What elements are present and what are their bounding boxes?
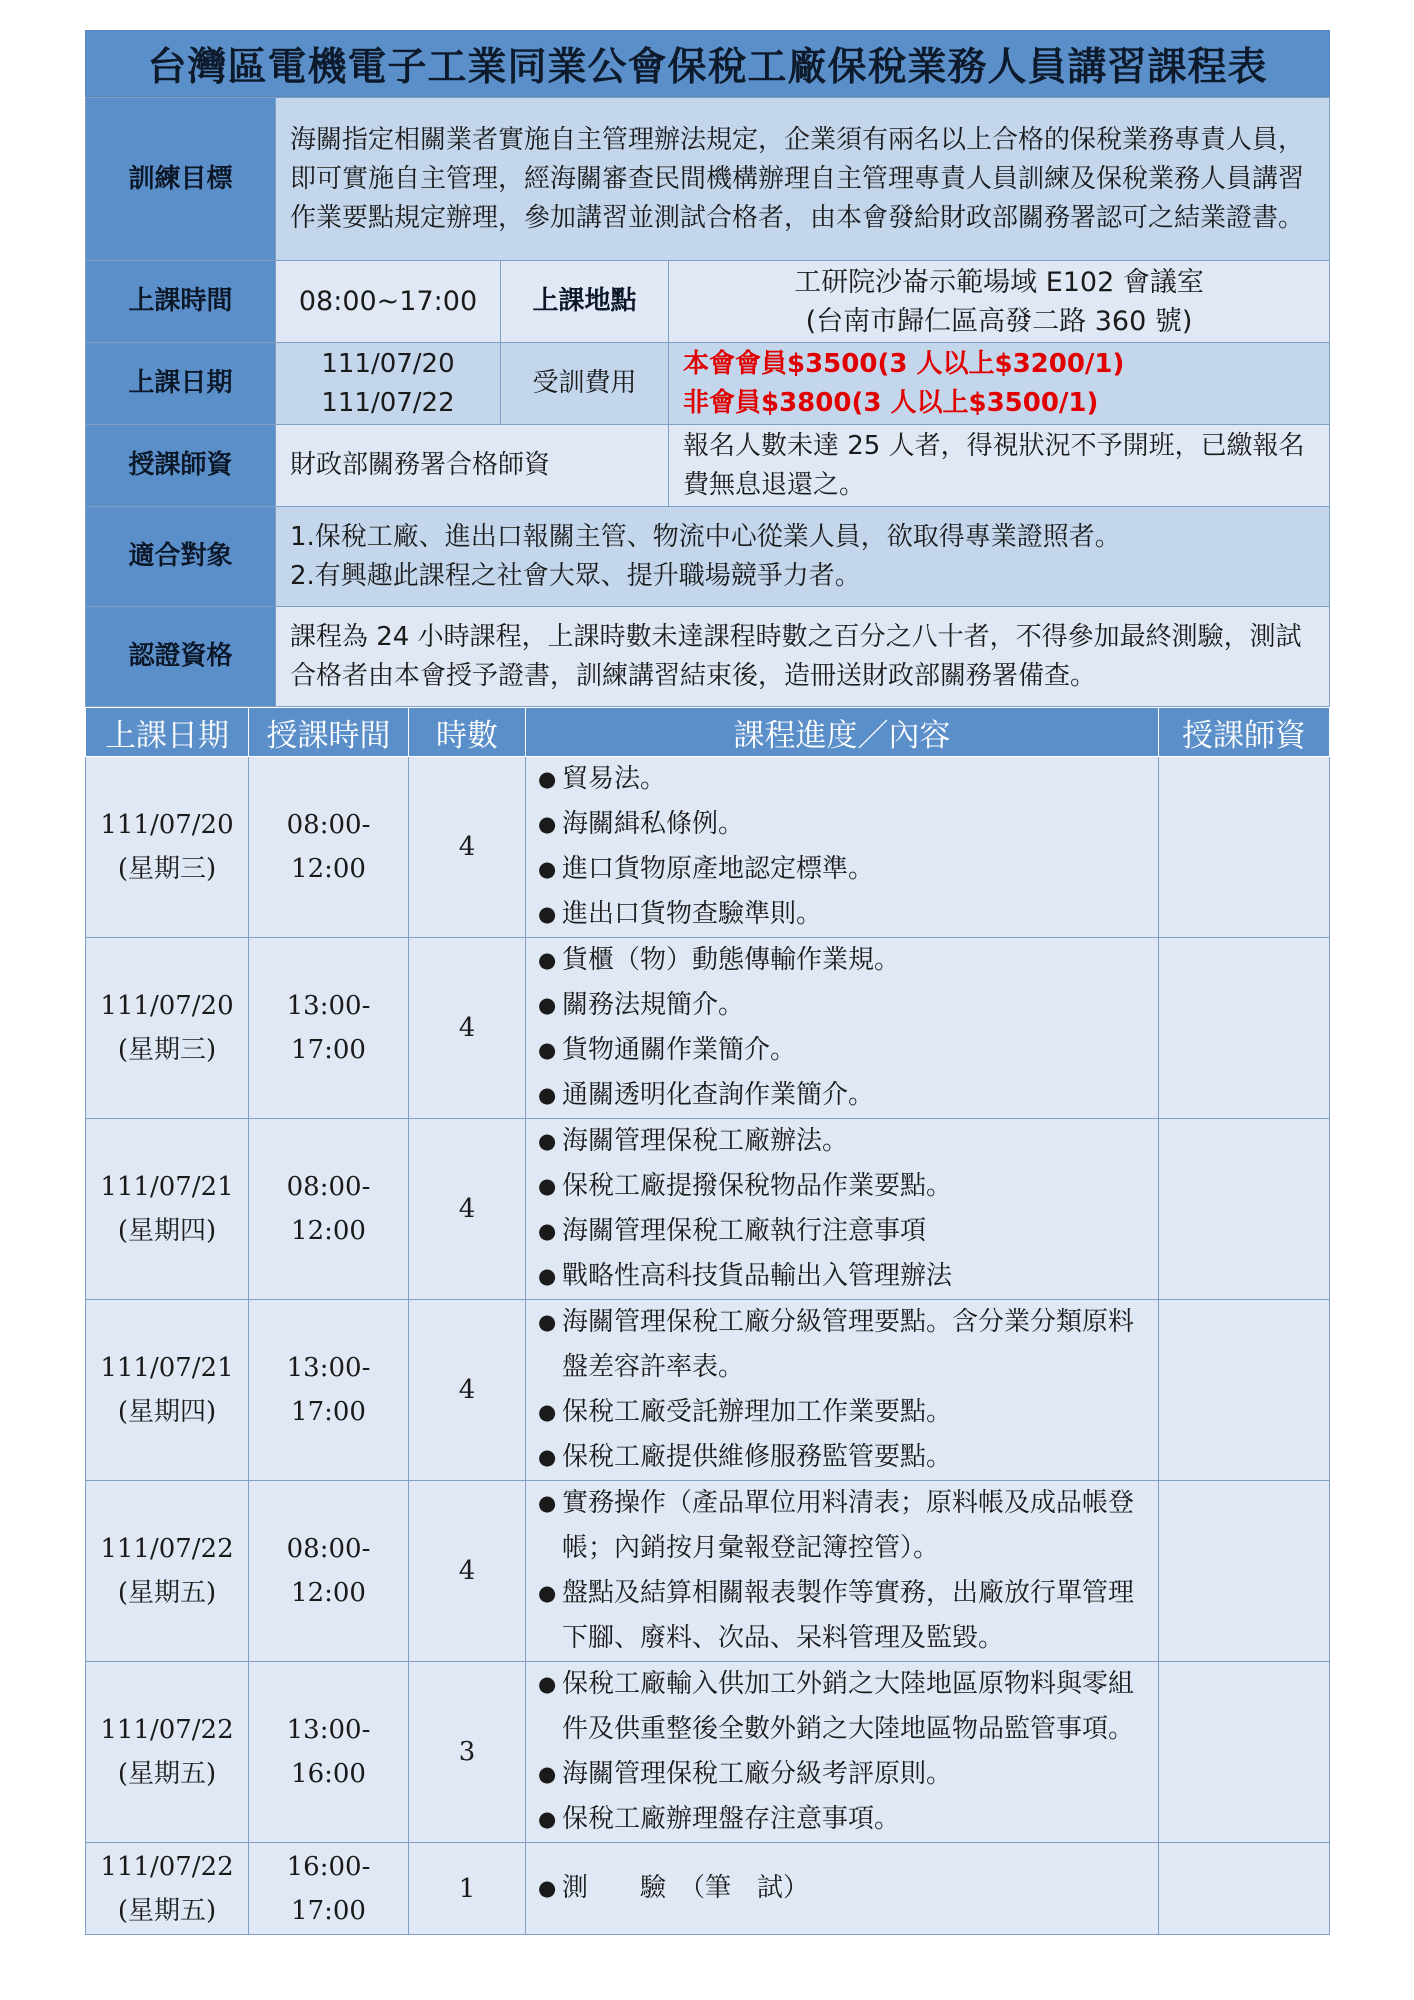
row-hours: 4 — [409, 938, 526, 1119]
weekday-text: (星期四) — [117, 1216, 217, 1246]
content-item — [538, 1752, 1148, 1797]
date-text: 111/07/20 — [100, 991, 234, 1021]
content-item-text: 盤點及結算相關報表製作等實務，出廠放行單管理下腳、廢料、次品、呆料管理及監毀。 — [562, 1578, 1135, 1653]
row-instructor — [1159, 1662, 1330, 1843]
content-item — [538, 1571, 1148, 1661]
bullet-icon: ● — [538, 1174, 557, 1198]
content-item — [538, 938, 1148, 983]
bullet-icon: ● — [538, 1400, 557, 1424]
bullet-icon: ● — [538, 1038, 557, 1062]
content-item-text: 測 驗 （筆 試） — [562, 1873, 810, 1903]
schedule-row — [86, 757, 1330, 938]
objective-text: 海關指定相關業者實施自主管理辦法規定，企業須有兩名以上合格的保稅業務專責人員，即可實施自主管理，經海關審查民間機構辦理自主管理專責人員訓練及保稅業務人員講習作業要點規定辦理，參加講習並測試合格者，由本會發給財政部關務署認可之結業證書。 — [276, 98, 1330, 261]
date-text: 111/07/21 — [100, 1353, 234, 1383]
bullet-icon: ● — [538, 1672, 557, 1696]
weekday-text: (星期四) — [117, 1397, 217, 1427]
row-hours: 4 — [409, 1300, 526, 1481]
audience-value — [276, 507, 1330, 607]
bullet-icon: ● — [538, 1219, 557, 1243]
row-content — [526, 757, 1159, 938]
row-date — [86, 1481, 249, 1662]
row-instructor — [1159, 1843, 1330, 1935]
content-item — [538, 1300, 1148, 1390]
teacher-label: 授課師資 — [86, 425, 276, 507]
content-item — [538, 847, 1148, 892]
content-item-text: 通關透明化查詢作業簡介。 — [562, 1080, 875, 1110]
cert-label: 認證資格 — [86, 607, 276, 707]
schedule-table — [85, 707, 1330, 1935]
content-item — [538, 1435, 1148, 1480]
row-time: 13:00-17:00 — [249, 938, 409, 1119]
schedule-row — [86, 938, 1330, 1119]
content-item-text: 貿易法。 — [562, 764, 667, 794]
content-item-text: 保稅工廠辦理盤存注意事項。 — [562, 1804, 901, 1834]
content-item-text: 戰略性高科技貨品輸出入管理辦法 — [562, 1261, 953, 1291]
course-info-table — [85, 97, 1330, 707]
row-time: 13:00-16:00 — [249, 1662, 409, 1843]
row-time: 08:00-12:00 — [249, 1481, 409, 1662]
date-text: 111/07/22 — [100, 1851, 234, 1882]
fee-nonmember: 非會員$3800(3 人以上$3500/1) — [683, 387, 1099, 418]
row-date — [86, 1843, 249, 1935]
bullet-icon: ● — [538, 1310, 557, 1334]
bullet-icon: ● — [538, 857, 557, 881]
bullet-icon: ● — [538, 1083, 557, 1107]
bullet-icon: ● — [538, 1264, 557, 1288]
weekday-text: (星期五) — [117, 1578, 217, 1608]
date-text: 111/07/22 — [100, 1715, 234, 1745]
bullet-icon: ● — [538, 902, 557, 926]
row-content — [526, 1843, 1159, 1935]
header-instructor: 授課師資 — [1159, 708, 1330, 757]
header-date: 上課日期 — [86, 708, 249, 757]
row-hours: 3 — [409, 1662, 526, 1843]
header-time: 授課時間 — [249, 708, 409, 757]
content-item — [538, 1866, 1148, 1911]
row-time: 08:00-12:00 — [249, 757, 409, 938]
audience-line2: 2.有興趣此課程之社會大眾、提升職場競爭力者。 — [290, 560, 861, 591]
audience-line1: 1.保稅工廠、進出口報關主管、物流中心從業人員，欲取得專業證照者。 — [290, 521, 1121, 552]
row-date — [86, 938, 249, 1119]
schedule-row — [86, 1300, 1330, 1481]
row-instructor — [1159, 757, 1330, 938]
content-item — [538, 892, 1148, 937]
row-time: 13:00-17:00 — [249, 1300, 409, 1481]
content-item-text: 進口貨物原產地認定標準。 — [562, 854, 875, 884]
content-item — [538, 1164, 1148, 1209]
content-item-text: 海關管理保稅工廠分級考評原則。 — [562, 1759, 953, 1789]
row-date — [86, 1119, 249, 1300]
location-line1: 工研院沙崙示範場域 E102 會議室 — [794, 266, 1204, 298]
bullet-icon: ● — [538, 1876, 557, 1900]
content-item-text: 進出口貨物查驗準則。 — [562, 899, 823, 929]
row-hours: 4 — [409, 757, 526, 938]
document-title: 台灣區電機電子工業同業公會保稅工廠保稅業務人員講習課程表 — [85, 30, 1330, 97]
objective-label: 訓練目標 — [86, 98, 276, 261]
schedule-body — [86, 757, 1330, 1935]
content-item-text: 保稅工廠提供維修服務監管要點。 — [562, 1442, 953, 1472]
row-content — [526, 1662, 1159, 1843]
fee-member: 本會會員$3500(3 人以上$3200/1) — [683, 348, 1125, 379]
content-item — [538, 983, 1148, 1028]
row-time: 08:00-12:00 — [249, 1119, 409, 1300]
content-item — [538, 1662, 1148, 1752]
bullet-icon: ● — [538, 993, 557, 1017]
content-item-text: 保稅工廠提撥保稅物品作業要點。 — [562, 1171, 953, 1201]
row-date — [86, 1662, 249, 1843]
content-item-text: 貨物通關作業簡介。 — [562, 1035, 797, 1065]
content-item-text: 海關管理保稅工廠執行注意事項 — [562, 1216, 927, 1246]
cert-text: 課程為 24 小時課程，上課時數未達課程時數之百分之八十者，不得參加最終測驗，測試合格者由本會授予證書，訓練講習結束後，造冊送財政部關務署備查。 — [276, 607, 1330, 707]
row-date — [86, 1300, 249, 1481]
date-label: 上課日期 — [86, 343, 276, 425]
row-instructor — [1159, 938, 1330, 1119]
content-item — [538, 1390, 1148, 1435]
schedule-row — [86, 1843, 1330, 1935]
content-item-text: 海關緝私條例。 — [562, 809, 745, 839]
fee-value — [669, 343, 1330, 425]
schedule-header-row — [86, 708, 1330, 757]
content-item-text: 實務操作（產品單位用料清表；原料帳及成品帳登帳；內銷按月彙報登記簿控管）。 — [562, 1488, 1135, 1563]
row-content — [526, 1119, 1159, 1300]
content-item-text: 貨櫃（物）動態傳輸作業規。 — [562, 945, 901, 975]
content-item-text: 關務法規簡介。 — [562, 990, 745, 1020]
location-label: 上課地點 — [501, 261, 669, 343]
content-item — [538, 1119, 1148, 1164]
schedule-row — [86, 1481, 1330, 1662]
bullet-icon: ● — [538, 1445, 557, 1469]
schedule-row — [86, 1119, 1330, 1300]
location-line2: (台南市歸仁區高發二路 360 號) — [805, 305, 1193, 337]
content-item — [538, 1209, 1148, 1254]
bullet-icon: ● — [538, 948, 557, 972]
bullet-icon: ● — [538, 812, 557, 836]
header-content: 課程進度／內容 — [526, 708, 1159, 757]
bullet-icon: ● — [538, 1491, 557, 1515]
bullet-icon: ● — [538, 1807, 557, 1831]
schedule-row — [86, 1662, 1330, 1843]
row-hours: 4 — [409, 1119, 526, 1300]
bullet-icon: ● — [538, 767, 557, 791]
row-instructor — [1159, 1300, 1330, 1481]
date-text: 111/07/21 — [100, 1172, 234, 1202]
row-instructor — [1159, 1119, 1330, 1300]
date-text: 111/07/22 — [100, 1534, 234, 1564]
content-item-text: 海關管理保稅工廠分級管理要點。含分業分類原料盤差容許率表。 — [562, 1307, 1135, 1382]
date-line1: 111/07/20 — [321, 348, 455, 379]
row-hours: 1 — [409, 1843, 526, 1935]
content-item — [538, 802, 1148, 847]
content-item — [538, 1797, 1148, 1842]
bullet-icon: ● — [538, 1129, 557, 1153]
weekday-text: (星期五) — [117, 1759, 217, 1789]
bullet-icon: ● — [538, 1762, 557, 1786]
row-content — [526, 1481, 1159, 1662]
content-item — [538, 757, 1148, 802]
enroll-note: 報名人數未達 25 人者，得視狀況不予開班，已繳報名費無息退還之。 — [669, 425, 1330, 507]
row-hours: 4 — [409, 1481, 526, 1662]
date-value — [276, 343, 501, 425]
audience-label: 適合對象 — [86, 507, 276, 607]
content-item — [538, 1254, 1148, 1299]
teacher-value: 財政部關務署合格師資 — [276, 425, 669, 507]
weekday-text: (星期三) — [117, 1035, 217, 1065]
row-content — [526, 938, 1159, 1119]
date-line2: 111/07/22 — [321, 387, 455, 418]
date-text: 111/07/20 — [100, 810, 234, 840]
content-item — [538, 1073, 1148, 1118]
fee-label: 受訓費用 — [501, 343, 669, 425]
row-content — [526, 1300, 1159, 1481]
content-item — [538, 1481, 1148, 1571]
time-value: 08:00~17:00 — [276, 261, 501, 343]
header-hours: 時數 — [409, 708, 526, 757]
content-item-text: 保稅工廠受託辦理加工作業要點。 — [562, 1397, 953, 1427]
weekday-text: (星期五) — [117, 1895, 217, 1926]
content-item-text: 保稅工廠輸入供加工外銷之大陸地區原物料與零組件及供重整後全數外銷之大陸地區物品監管事項。 — [562, 1669, 1135, 1744]
location-value — [669, 261, 1330, 343]
weekday-text: (星期三) — [117, 854, 217, 884]
row-instructor — [1159, 1481, 1330, 1662]
row-time: 16:00-17:00 — [249, 1843, 409, 1935]
row-date — [86, 757, 249, 938]
course-schedule-document — [85, 30, 1330, 1935]
content-item — [538, 1028, 1148, 1073]
content-item-text: 海關管理保稅工廠辦法。 — [562, 1126, 849, 1156]
time-label: 上課時間 — [86, 261, 276, 343]
bullet-icon: ● — [538, 1581, 557, 1605]
